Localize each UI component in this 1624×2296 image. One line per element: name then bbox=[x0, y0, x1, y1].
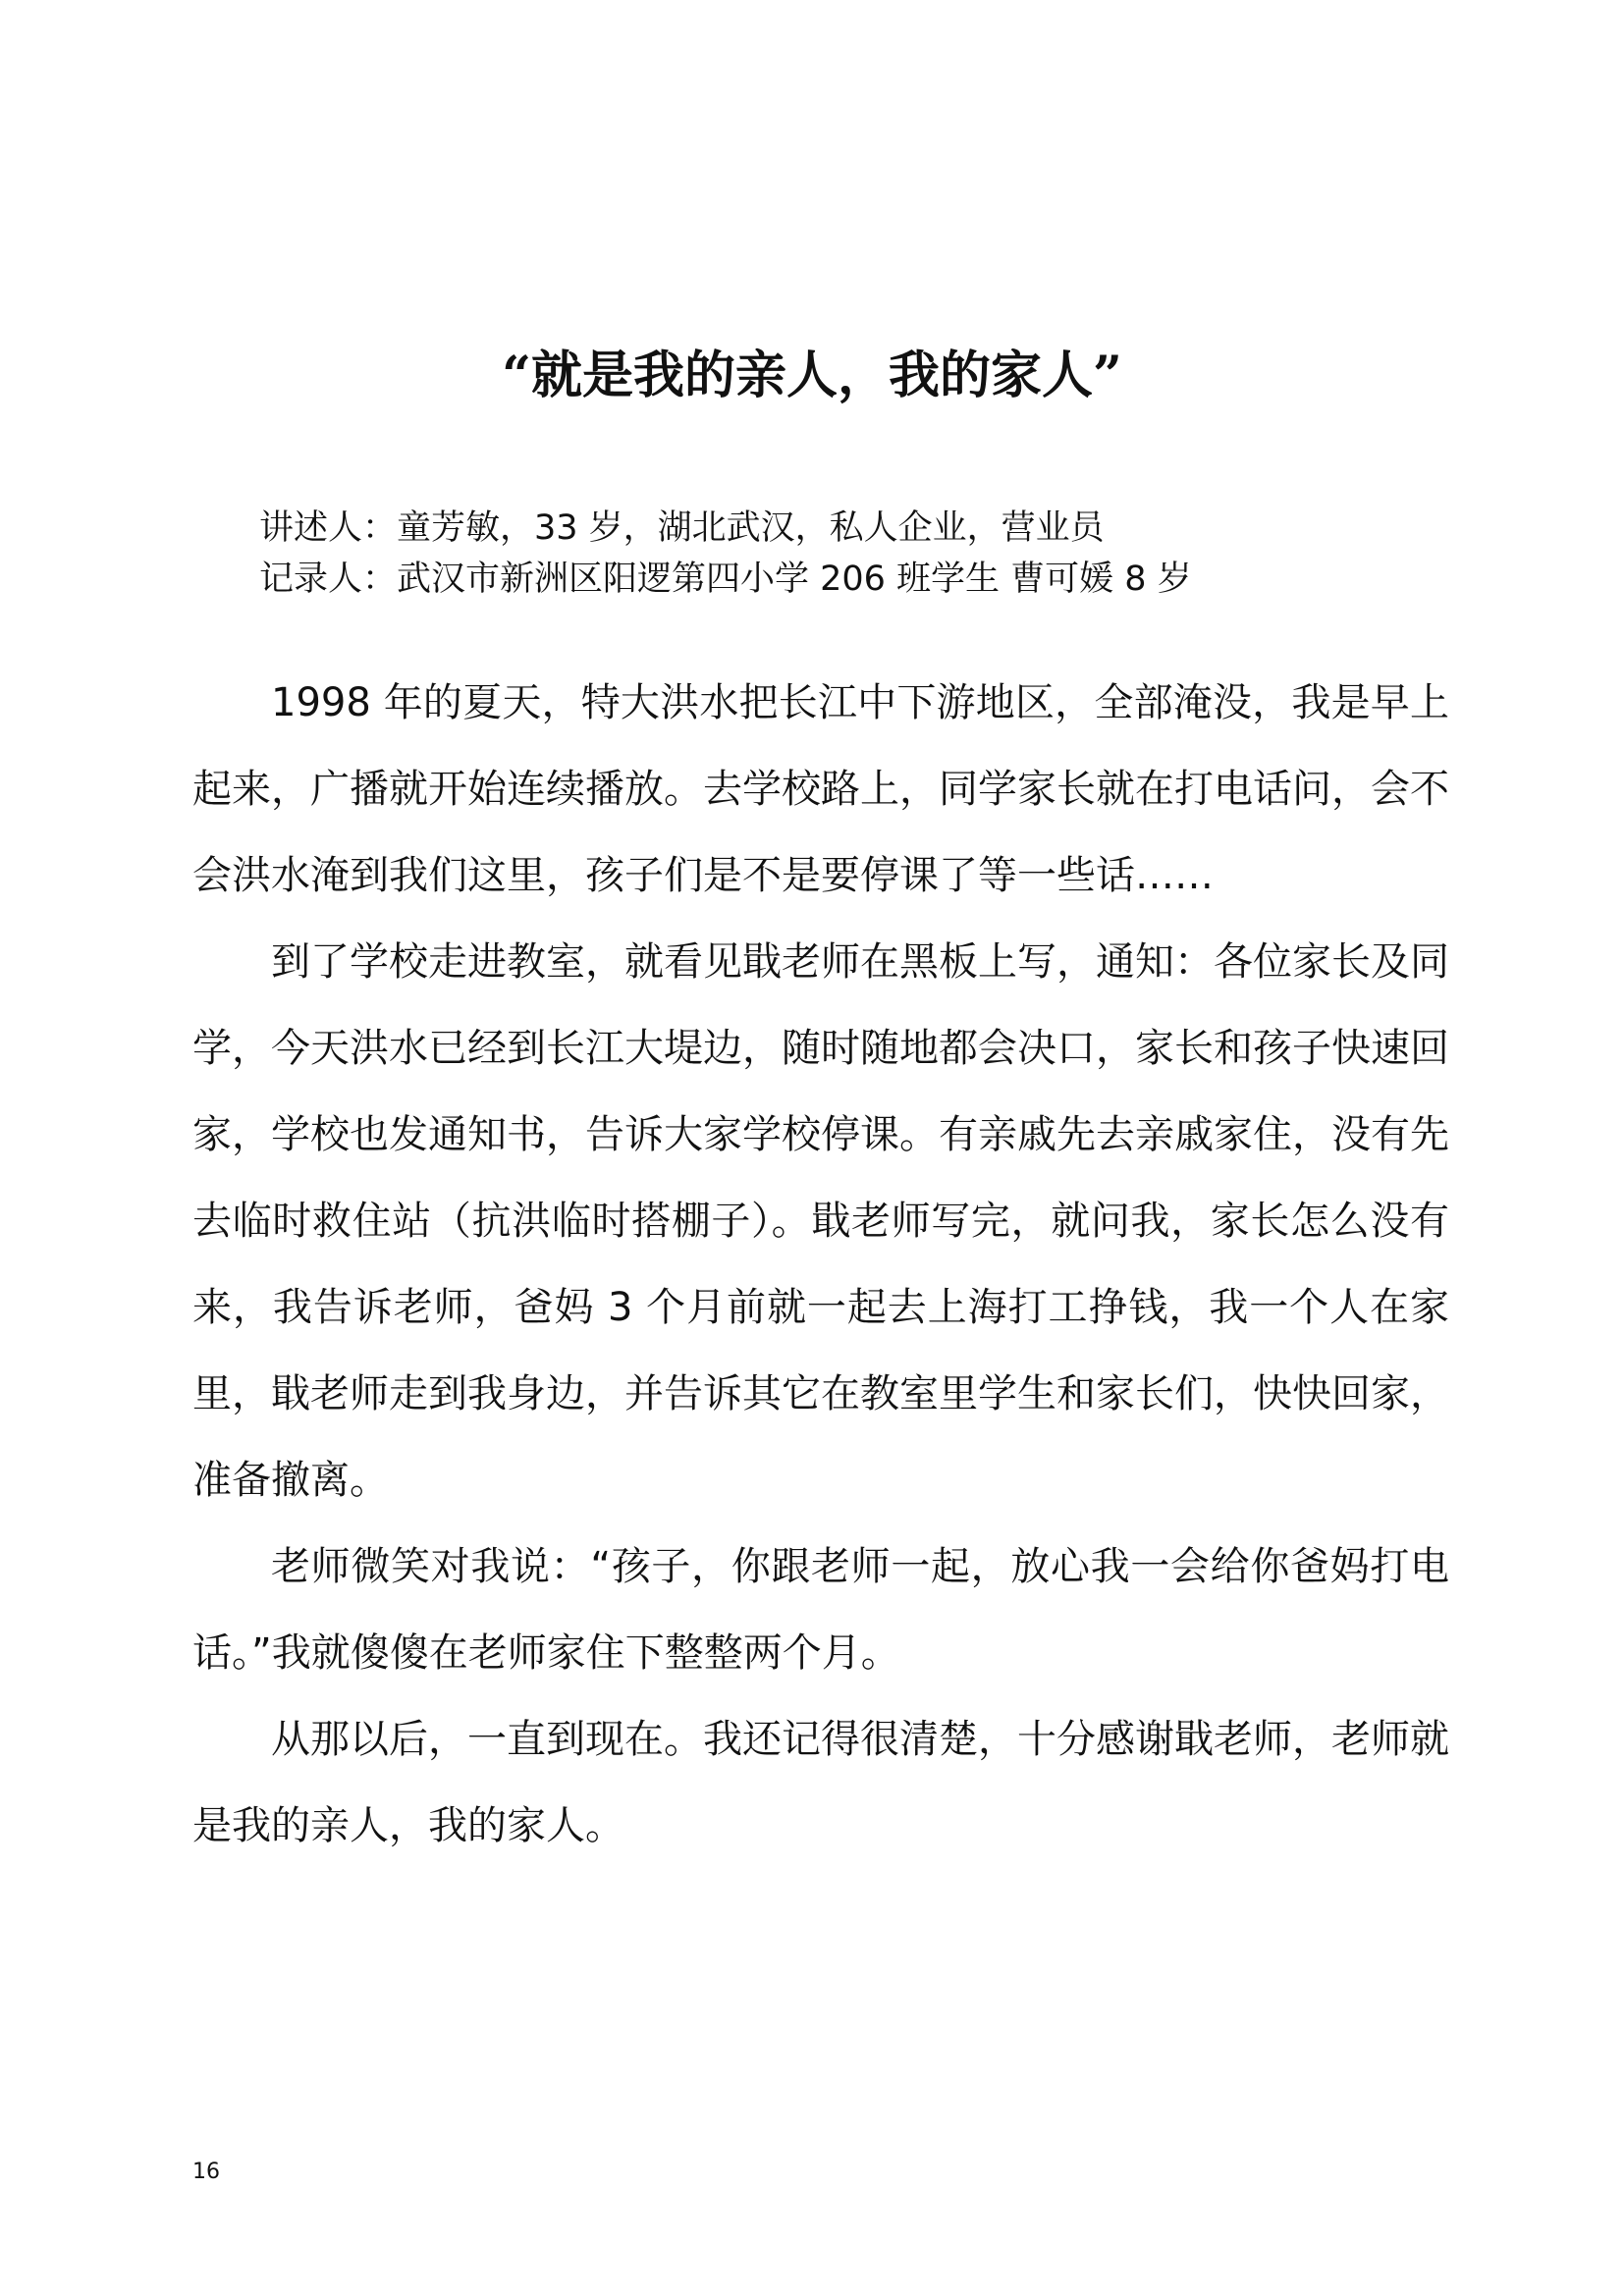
narrator-line: 讲述人：童芳敏，33 岁，湖北武汉，私人企业，营业员 bbox=[259, 508, 1105, 548]
page-number: 16 bbox=[192, 2160, 220, 2184]
paragraph-3: 老师微笑对我说：“孩子，你跟老师一起，放心我一会给你爸妈打电话。”我就傻傻在老师家住下整整两个月。 bbox=[192, 1544, 1449, 1676]
paragraph-1: 1998 年的夏天，特大洪水把长江中下游地区，全部淹没，我是早上起来，广播就开始连续播放。去学校路上，同学家长就在打电话问，会不会洪水淹到我们这里，孩子们是不是要停课了等一些话…… bbox=[192, 680, 1449, 898]
story-body bbox=[192, 660, 1449, 1869]
paragraph-4: 从那以后，一直到现在。我还记得很清楚，十分感谢戢老师，老师就是我的亲人，我的家人。 bbox=[192, 1717, 1449, 1848]
paragraph-2: 到了学校走进教室，就看见戢老师在黑板上写，通知：各位家长及同学，今天洪水已经到长江大堤边，随时随地都会决口，家长和孩子快速回家，学校也发通知书，告诉大家学校停课。有亲戚先去亲戚家住，没有先去临时救住站（抗洪临时搭棚子）。戢老师写完，就问我，家长怎么没有来，我告诉老师，爸妈 3 个月前就一起去上海打工挣钱，我一个人在家里，戢老师走到我身边，并告诉其它在教室里学生和家长们，快快回家，准备撤离。 bbox=[192, 939, 1449, 1503]
recorder-line: 记录人：武汉市新洲区阳逻第四小学 206 班学生 曹可媛 8 岁 bbox=[259, 560, 1192, 599]
author-info bbox=[259, 503, 1437, 605]
document-title: “就是我的亲人，我的家人” bbox=[502, 346, 1122, 405]
